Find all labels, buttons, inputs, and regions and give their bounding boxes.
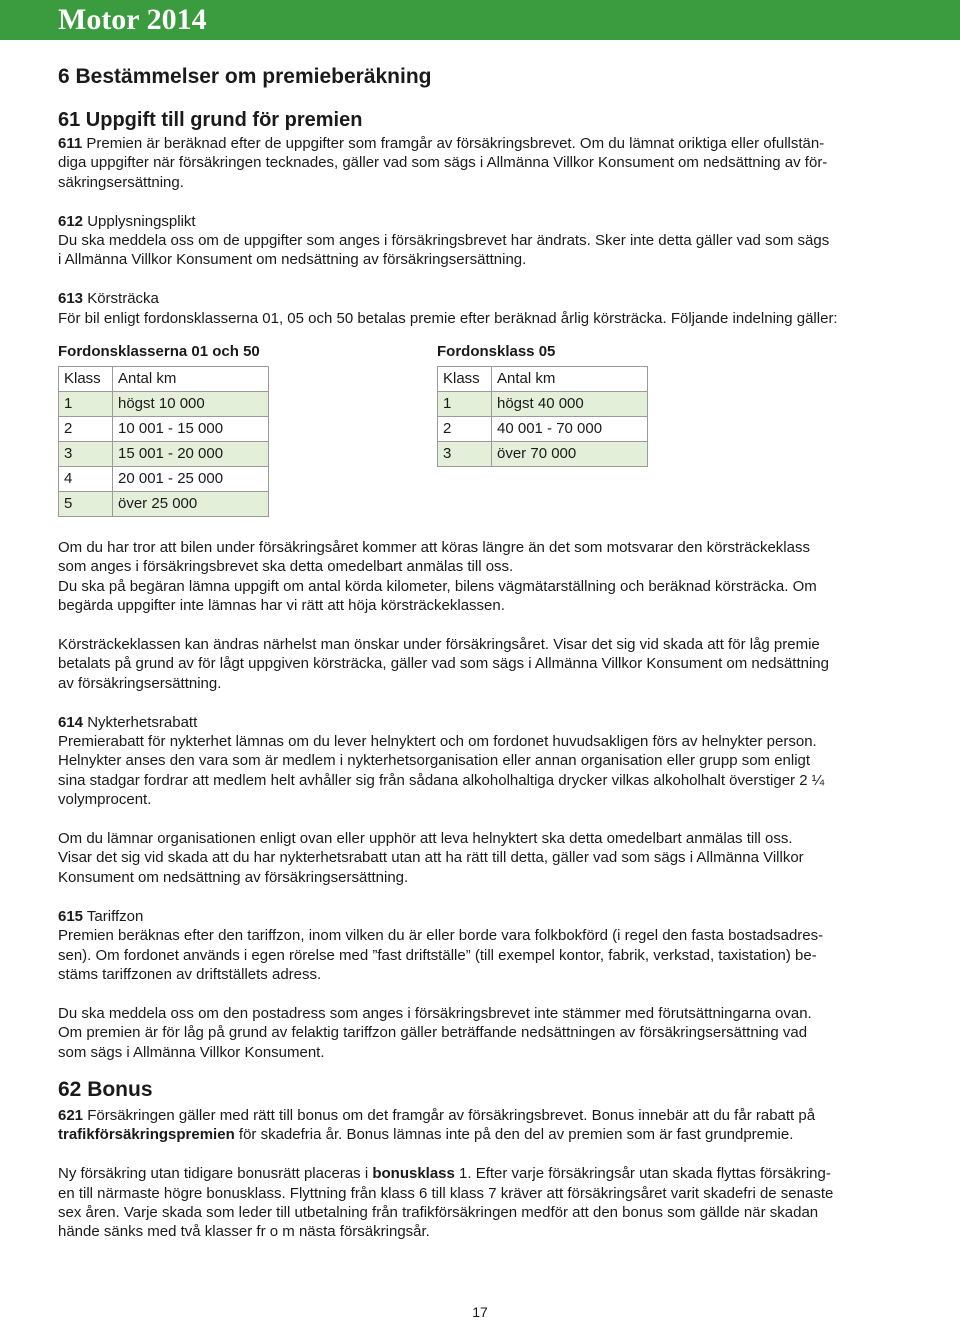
clause-number: 611 [58,135,83,152]
table-title: Fordonsklasserna 01 och 50 [58,343,260,361]
heading-614: 614 Nykterhetsrabatt [58,713,198,731]
paragraph-614-leave: Om du lämnar organisationen enligt ovan eller upphör att leva helnyktert ska detta omedelbart anmälas till oss. Visar det sig vid skada att du har nykterhetsrabatt utan att ha rätt till detta, gäller vad som sägs i Allmänna Villkor Konsument om nedsättning av försäkringsersättning. [58,830,804,886]
table-cell: högst 40 000 [492,392,648,417]
table-cell: 4 [59,467,113,492]
paragraph-613-report: Om du har tror att bilen under försäkringsåret kommer att köras längre än det som motsvarar den körsträckeklass som anges i försäkringsbrevet ska detta omedelbart anmälas till oss. Du ska på begäran lämna uppgift om antal körda kilometer, bilens vägmätarställning och beräknad körsträcka. Om begärda uppgifter inte lämnas har vi rätt att höja körsträckeklassen. [58,539,817,615]
mileage-table-01-50 [58,366,269,517]
paragraph-615-address: Du ska meddela oss om den postadress som anges i försäkringsbrevet inte stämmer med förutsättningarna ovan. Om premien är för låg på grund av felaktig tariffzon gäller beträffande nedsättningen av försäkringsersättning vad som sägs i Allmänna Villkor Konsument. [58,1004,812,1061]
page-content [58,62,902,1242]
header-bar [0,0,960,40]
table-cell: över 70 000 [492,442,648,467]
paragraph-612: Du ska meddela oss om de uppgifter som anges i försäkringsbrevet har ändrats. Sker inte detta gäller vad som sägs i Allmänna Villkor Konsument om nedsättning av försäkringsersättning. [58,232,830,269]
table-row [438,417,648,442]
section-6-heading: 6 Bestämmelser om premieberäkning [58,65,432,88]
section-62-heading: 62 Bonus [58,1077,153,1101]
table-cell: 40 001 - 70 000 [492,417,648,442]
paragraph-611: 611 Premien är beräknad efter de uppgifter som framgår av försäkringsbrevet. Om du lämnat oriktiga eller ofullstän- diga uppgifter när försäkringen tecknades, gäller vad som sägs i Allmänna Villkor Konsument om nedsättning av för- säkringsersättning. [58,135,828,191]
table-cell: högst 10 000 [113,392,269,417]
mileage-table-05 [437,366,648,467]
column-header: Klass [59,367,113,392]
table-cell: 3 [438,442,492,467]
table-row [59,442,269,467]
table-block-01-50 [58,342,269,517]
mileage-tables [58,342,902,524]
table-header-row [59,367,269,392]
heading-615: 615 Tariffzon [58,907,144,925]
table-cell: 10 001 - 15 000 [113,417,269,442]
table-cell: över 25 000 [113,492,269,517]
paragraph-bonus-class: Ny försäkring utan tidigare bonusrätt placeras i bonusklass 1. Efter varje försäkringsår utan skada flyttas försäkring- en till närmaste högre bonusklass. Flyttning från klass 6 till klass 7 kräver att försäkringsåret varit skadefri de senaste sex åren. Varje skada som leder till utbetalning från trafikförsäkringen medför att den bonus som gällde när skadan hände sänks med två klasser fr o m nästa försäkringsår. [58,1165,834,1241]
bold-term: bonusklass [372,1165,455,1183]
table-cell: 1 [438,392,492,417]
bold-term: trafikförsäkringspremien [58,1126,235,1144]
clause-number: 614 [58,713,84,731]
paragraph-615: Premien beräknas efter den tariffzon, inom vilken du är eller borde vara folkbokförd (i regel den fasta bostadsadres- sen). Om fordonet används i egen rörelse med ”fast driftställe” (till exempel kontor, fabrik, verkstad, taxistation) be- stäms tariffzonen av driftställets adress. [58,927,824,983]
heading-613: 613 Körsträcka [58,290,159,308]
table-cell: 20 001 - 25 000 [113,467,269,492]
heading-612: 612 Upplysningsplikt [58,212,196,230]
table-row [438,392,648,417]
table-row [59,492,269,517]
clause-number: 615 [58,907,84,925]
table-cell: 15 001 - 20 000 [113,442,269,467]
table-cell: 5 [59,492,113,517]
clause-number: 613 [58,290,84,308]
table-row [59,467,269,492]
paragraph-614: Premierabatt för nykterhet lämnas om du lever helnyktert och om fordonet huvudsakligen förs av helnykter person. Helnykter anses den vara som är medlem i nykterhetsorganisation eller annan organisation eller grupp som enligt sina stadgar fordrar att medlem helt avhåller sig från sådana alkoholhaltiga drycker vilkas alkoholhalt överstiger 2 ¼ volymprocent. [58,733,825,809]
clause-number: 621 [58,1106,84,1124]
table-cell: 3 [59,442,113,467]
table-row [59,392,269,417]
section-61-heading: 61 Uppgift till grund för premien [58,109,363,131]
table-header-row [438,367,648,392]
table-block-05 [437,342,648,467]
table-title: Fordonsklass 05 [437,343,556,361]
column-header: Antal km [492,367,648,392]
column-header: Antal km [113,367,269,392]
table-cell: 2 [59,417,113,442]
paragraph-621: 621 Försäkringen gäller med rätt till bonus om det framgår av försäkringsbrevet. Bonus innebär att du får rabatt på trafikförsäkringspremien för skadefria år. Bonus lämnas inte på den del av premien som är fast grundpremie. [58,1106,816,1144]
table-cell: 1 [59,392,113,417]
table-cell: 2 [438,417,492,442]
clause-number: 612 [58,212,84,230]
page-number: 17 [472,1304,488,1320]
paragraph-613-change: Körsträckeklassen kan ändras närhelst man önskar under försäkringsåret. Visar det sig vid skada att för låg premie betalats på grund av för lågt uppgiven körsträcka, gäller vad som sägs i Allmänna Villkor Konsument om nedsättning av försäkringsersättning. [58,636,829,692]
paragraph-613: För bil enligt fordonsklasserna 01, 05 och 50 betalas premie efter beräknad årlig körsträcka. Följande indelning gäller: [58,309,838,327]
column-header: Klass [438,367,492,392]
table-row [59,417,269,442]
document-title: Motor 2014 [58,3,207,36]
table-row [438,442,648,467]
